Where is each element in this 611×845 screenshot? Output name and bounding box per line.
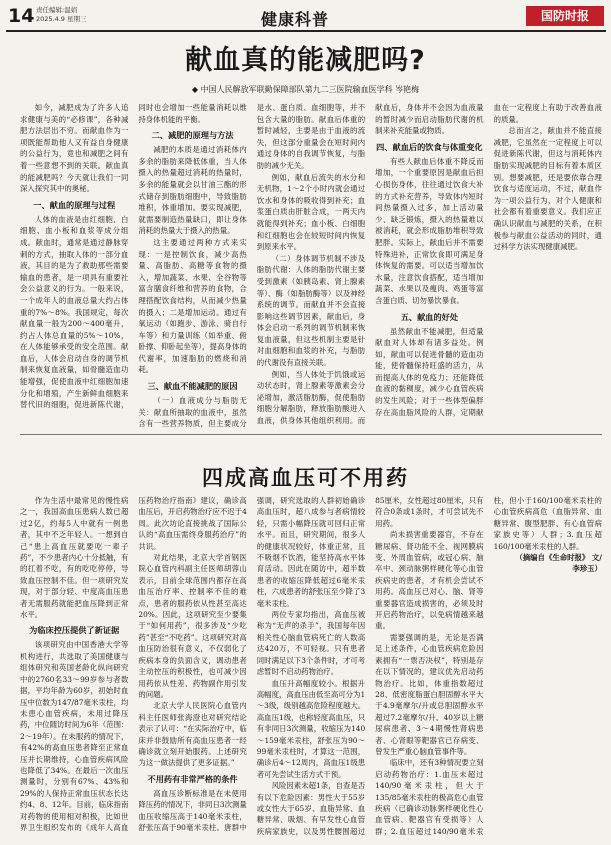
paragraph: 尚未损害重要器官，不存在糖尿病、肾功能不全、视网膜病变、外周血管病，或冠心病、脑卒中、颈动脉粥样硬化等心血管疾病史的患者，才有机会尝试不用药。高血压已对心、脑、肾等重要器官造成损害的，必须及时开启药物治疗，以免病情越来越重。 bbox=[375, 530, 484, 631]
paragraph: （二）身体调节机制不涉及脂肪代谢：人体的脂肪代谢主要受到激素（如胰岛素、肾上腺素等）、酶（如脂肪酶等）以及神经系统的调节。而献血并不会直接影响这些调节因素，献血后，身体会启动一系列的调节机制来恢复血液量，但这些机制主要是针对血细胞和血浆的补充，与脂肪的代谢没有直接关联。 bbox=[256, 253, 366, 368]
article1-byline: ◆ 中国人民解放军联勤保障部队第九二三医院输血医学科 岑艳梅 bbox=[191, 85, 420, 94]
paragraph: 血压升高幅度较小。根据升高幅度，高血压由低至高可分为1～3级，级别越高危险程度越大。高血压1级，也称轻度高血压，只有非同日3次测量，收缩压为140～159毫米汞柱，舒张压为90～99毫米汞柱时，才算这一范围，确诊后4～12周内，高血压1级患者可先尝试生活方式干预。 bbox=[256, 678, 366, 779]
paragraph: 对此结果，北京大学首钢医院心血管内科副主任医师胡蓉山表示，目前全球范围内都存在高血压治疗率、控制率不佳的难点，患者的服药依从性甚至高达20%。因此，这项研究至少要集于“如何用药”，很多涉及“少吃药”甚至“不吃药”。这项研究对高血压防治很有意义，不仅弱化了疾病本身的负面含义，调动患者主动控压的积极性，也可减少因用药依从性差、药物副作用引发的问题。 bbox=[138, 553, 247, 699]
section-heading: 不用药有非常严格的条件 bbox=[147, 773, 238, 784]
paragraph: 临床中，还有3种情况要立刻启动药物治疗：1.血压未超过140/90毫米汞柱，但大于135/85毫米汞柱的极高危心血管疾病（已确诊动脉粥样硬化性心血管病、靶器官有受损等）人群；2.血压超过140/90毫米汞柱，但小于160/100毫米汞柱的心血管疾病高危（血脂异常、血糖异常、腹型肥胖、有心血管病家族史等）人群；3.血压超160/100毫米汞柱的人群。 bbox=[375, 496, 602, 836]
masthead-rule bbox=[6, 30, 606, 32]
paragraph: 这主要通过两种方式来实现：一是控制饮食，减少高热量、高脂肪、高糖等食物的摄入，增加蔬菜、水果、全谷物等富含膳食纤维和营养的食物，合理搭配饮食结构，从而减少热量的摄入；二是增加运动。通过有氧运动（如跑步、游泳、骑自行车等）和力量训练（如举重、俯卧撑、仰卧起坐等），提高身体的代谢率，加速脂肪的燃烧和消耗。 bbox=[138, 237, 247, 375]
section-heading: 四、献血后的饮食与体重变化 bbox=[376, 141, 483, 152]
paragraph: 减肥的本质是通过消耗体内多余的脂肪来降低体重，当人体摄入的热量超过消耗的热量时，多余的能量就会以甘油三酯的形式储存到脂肪细胞中，导致脂肪堆积，体重增加。要实现减肥，就需要制造热量缺口，即让身体消耗的热量大于摄入的热量。 bbox=[138, 145, 247, 236]
section-heading: 一、献血的原理与过程 bbox=[33, 199, 116, 210]
editor-line: 责任编辑:温娟 bbox=[36, 6, 78, 14]
section-heading: 五、献血的好处 bbox=[400, 311, 459, 322]
section-heading: 三、献血不能减肥的原因 bbox=[147, 381, 238, 392]
page-number: 14 bbox=[8, 5, 35, 27]
paragraph: 虽然献血不能减肥，但适量献血对人体却有诸多益处。例如，献血可以促进骨髓的造血功能，使骨髓保持旺盛的活力，从而提高人体的免疫力；还能降低血液的黏稠度，减少心血管疾病的发生风险；对于一些体型偏胖存在高血脂风险的人群，定期献血在一定程度上有助于改善血液的质量。 bbox=[375, 103, 602, 417]
paragraph: 北京大学人民医院心血管内科主任医师张海澄也对研究结论表示了认可：“在实际治疗中，临床并非鼓励所有高血压患者一经确诊就立刻开始服药。上述研究为这一做法提供了更多证据。” bbox=[138, 701, 247, 768]
paragraph: 如今，减肥成为了许多人追求健康与美的“必修课”，各种减肥方法层出不穷。而献血作为一项既能帮助他人又有益自身健康的公益行为，竟也和减肥之间有着一些意想不到的关联。献血真的能减肥吗？今天就让我们一同深入探究其中的奥秘。 bbox=[20, 103, 129, 194]
date-line: 2025.4.9 星期三 bbox=[36, 15, 87, 23]
section-title: 健康科普 bbox=[261, 10, 330, 29]
paragraph: 需要强调的是，无论是否满足上述条件，心血管疾病危险因素拥有“一票否决权”，特别是存在以下情况的，建议优先启动药物治疗。比如，体重指数超过28、低密度脂蛋白胆固醇水平大于4.9毫摩尔/升或总胆固醇水平超过7.2毫摩尔/升、40岁以上糖尿病患者、3～4期慢性肾病患者、心肾眼等靶器官已存病变、曾发生严重心脑血管事件等。 bbox=[375, 632, 484, 756]
section-heading: 为临床控压提供了新证据 bbox=[29, 625, 120, 636]
paragraph: （一）血液成分与脂肪无关：献血所抽取的血液中，虽然含有一些营养物质，但主要成分是水、蛋白质、血细胞等，并不包含大量的脂肪。献血后体重的暂时减轻，主要是由于血液的流失，但这部分重量会在短时间内通过身体的自我调节恢复，与脂肪的减少无关。 bbox=[138, 103, 366, 429]
article2-title: 四成高血压可不用药 bbox=[202, 466, 409, 490]
paragraph: 有些人献血后体重不降反而增加，一个重要原因是献血后担心损伤身体，往往通过饮食大补的方式补充营养，导致体内短时间热量摄入过多，加上活动量少、缺乏锻炼，摄入的热量难以被消耗，就会形成脂肪堆积导致肥胖。实际上，献血后并不需要特殊进补，正常饮食即可满足身体恢复的需要。可以适当增加饮水量，注意饮食搭配，适当增加蔬菜、水果以及瘦肉、鸡蛋等富含蛋白质、切勿暴饮暴食。 bbox=[375, 156, 484, 305]
paragraph: 风险因素未超1条，自查是否有以下危险因素：男性大于55岁或女性大于65岁、血脂异常、血糖异常、吸烟、有早发性心血管疾病家族史，以及男性腰围超过85厘米，女性超过80厘米，只有符合0条或1条时，才可尝试先不用药。 bbox=[256, 496, 484, 836]
newspaper-logo: 国防时报 bbox=[526, 6, 604, 26]
paragraph: 总而言之，献血并不能直接减肥，它虽然在一定程度上可以促进新陈代谢，但这与消耗体内脂肪实现减肥的目标有着本质区别。想要减肥，还是要依靠合理饮食与适度运动，不过，献血作为一项公益行为，对个人健康和社会都有着重要意义。我们应正确认识献血与减肥的关系，在积极参与献血公益活动的同时，通过科学方法实现健康减肥。 bbox=[493, 126, 602, 252]
paragraph: 例如，当人体处于饥饿或运动状态时，肾上腺素等激素会分泌增加，激活脂肪酶，促使脂肪细胞分解脂肪，释放脂肪酸进入血液，供身体其他组织利用。而献血后，身体并不会因为血液量的暂时减少而启动脂肪代谢的机制来补充能量或物质。 bbox=[256, 103, 484, 426]
editor-and-date bbox=[36, 6, 87, 24]
paragraph: 例如，献血后流失的水分和无机物，1～2个小时内就会通过饮水和身体的吸收得到补充；血浆蛋白质由肝脏合成，一两天内就能得到补充；血小板、白细胞和红细胞也会在较短时间内恢复到原来水平。 bbox=[256, 172, 366, 252]
article2-body bbox=[20, 495, 602, 840]
paragraph: 作为生活中最常见的慢性病之一，我国高血压患病人数已超过2亿，约每5人中就有一例患者，其中不乏年轻人。一想到自己“患上高血压就要吃一辈子药”，不少患者内心十分抵触，有的扛着不吃，有的吃吃停停，导致血压控制不佳。但一项研究发现，对于部分轻、中度高血压患者无需服药就能把血压降到正常水平。 bbox=[20, 496, 129, 620]
paragraph: 两位专家均指出，高血压被称为“无声的杀手”，我国每年因相关性心脑血管病死亡的人数高达420万，不可轻视。只有患者同时满足以下3个条件时，才可考虑暂时不启动药物治疗。 bbox=[256, 610, 366, 677]
article1-title: 献血真的能减肥吗? bbox=[185, 45, 426, 76]
paragraph: 人体的血液是由红细胞、白细胞、血小板和血浆等成分组成。献血时，通常是通过静脉穿刺的方式，抽取人体的一部分血液，其目的是为了救助那些需要输血的患者，是一项具有重要社会公益意义的行为。一般来说，一个成年人的血液总量大约占体重的7%～8%。我国规定，每次献血量一般为200～400毫升，约占人体总血量的5%～10%，在人体能够承受的安全范围。献血后，人体会启动自身的调节机制来恢复血液量，如骨髓造血功能增强，促使血液中红细胞加速分化和增殖，产生新鲜血细胞来替代旧的细胞，促进新陈代谢，同时也会增加一些能量消耗以维持身体机能的平衡。 bbox=[20, 103, 247, 410]
masthead bbox=[6, 3, 606, 33]
paragraph: 高血压诊断标准是在未使用降压药的情况下，非同日3次测量血压收缩压高于140毫米汞柱，舒张压高于90毫米汞柱。唐群中强调，研究选取的人群初始确诊高血压时，超八成参与者病情较轻，只需小幅降压就可回归正常水平。而且，研究期间，很多人的健康状况较好，体重正常，且不吸烟不饮酒，能坚持高水平体育活动。因此在随访中，超半数患者的收缩压降低超过6毫米汞柱，六成患者的舒张压至少降了3毫米汞柱。 bbox=[138, 496, 366, 832]
article1-body bbox=[20, 102, 602, 430]
paragraph: 该项研究由中国香港大学等机构进行，共选取了美国健康与组体研究和英国老龄化纵向研究中的2760名33～99岁参与者数据，平均年龄为60岁，初始时血压中位数为147/87毫米汞柱，均未患心血管疾病，未用过降压药，中位随访时间为6年（范围：2～19年）。在未服药的情况下，有42%的高血压患者降至正常血压并长期维持，心血管疾病风险也降低了34%。在最后一次血压测量时，分别有67%、43%和29%的人保持正常血压状态长达约4、8、12年。目前，临床指南对药物的使用相对积极，比如世界卫生组织发布的《成年人高血压药物治疗指南》建议，确诊高血压后，开启药物治疗应不迟于4周。此次坊论直接挑战了国际公认的“高血压需终身服药治疗”的共识。 bbox=[20, 496, 247, 832]
source-credit: （摘编自《生命时报》 文/李珍玉） bbox=[515, 553, 602, 574]
section-heading: 二、减肥的原理与方法 bbox=[151, 130, 234, 141]
article-divider bbox=[20, 434, 602, 435]
